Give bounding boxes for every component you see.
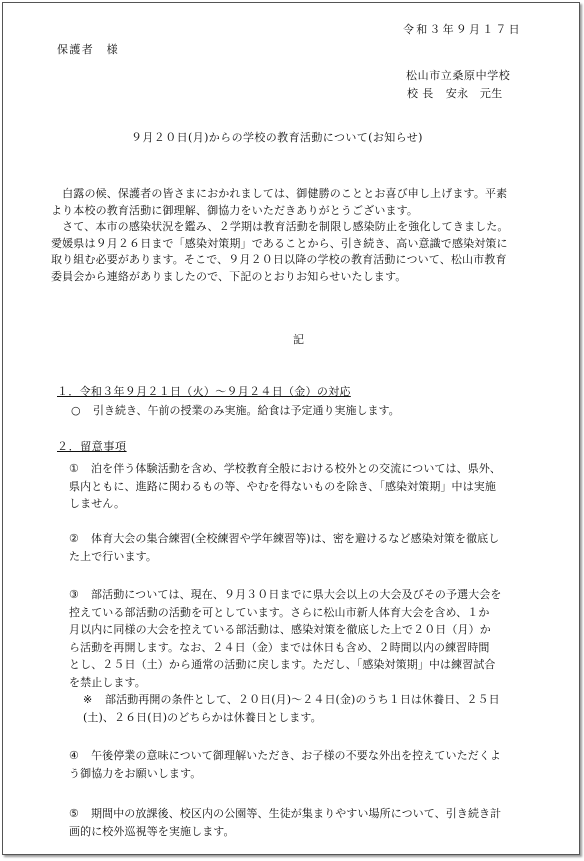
item-line: ら活動を再開します。なお、２４日（金）までは休日も含め、２時間以内の練習時間 — [69, 640, 490, 654]
section2-item-4 — [69, 747, 559, 782]
section1-item-text: 引き続き、午前の授業のみ実施。給食は予定通り実施します。 — [93, 404, 400, 417]
note-line: 部活動再開の条件として、２０日(月)～２４日(金)のうち１日は休養日、２５日 — [105, 693, 500, 706]
item-number: ④ — [69, 749, 79, 762]
item-line: を禁止します。 — [69, 675, 146, 689]
item-number: ① — [69, 462, 79, 475]
notice-document — [2, 2, 580, 855]
intro-line: より本校の教育活動に御理解、御協力をいただきありがとうございます。 — [51, 203, 419, 217]
item-line: 期間中の放課後、校区内の公園等、生徒が集まりやすい場所について、引き続き計 — [91, 807, 502, 820]
item-number: ③ — [69, 588, 79, 601]
principal-title: 校 長 — [407, 87, 434, 100]
intro-line: 白露の候、保護者の皆さまにおかれましては、御健勝のこととお喜び申し上げます。平素 — [51, 187, 508, 200]
section2-item-5 — [69, 805, 559, 840]
item-number: ⑤ — [69, 807, 79, 820]
intro-line: 取り組む必要があります。そこで、９月２０日以降の学校の教育活動について、松山市教育 — [51, 253, 507, 266]
intro-line: 委員会から連絡がありましたので、下記のとおりお知らせいたします。 — [51, 269, 407, 283]
item-number: ② — [69, 532, 79, 545]
item-line: しません。 — [69, 497, 126, 510]
item-line: 県内ともに、進路に関わるもの等、やむを得ないものを除き、「感染対策期」中は実施 — [69, 479, 496, 493]
section2-item-1 — [69, 460, 559, 513]
ki-heading: 記 — [293, 333, 304, 346]
section2-item-3 — [69, 586, 559, 726]
item-line: う御協力をお願いします。 — [69, 766, 202, 780]
item-line: 控えている部活動の活動を可としています。さらに松山市新人体育大会を含め、１か — [69, 605, 490, 619]
section2-item-2 — [69, 530, 559, 565]
item-line: 午後停業の意味について御理解いただき、お子様の不要な外出を控えていただくよ — [91, 749, 502, 762]
item-note — [83, 691, 559, 709]
intro-line: 愛媛県は９月２６日まで「感染対策期」であることから、引き続き、高い意識で感染対策に — [51, 236, 508, 250]
circle-bullet-icon: ○ — [71, 404, 81, 417]
principal-line — [407, 87, 503, 101]
reference-mark-icon: ※ — [83, 693, 93, 706]
note-line: (土)、２６日(日)のどちらかは休養日とします。 — [83, 710, 322, 724]
introduction-text — [51, 186, 551, 285]
item-line: 泊を伴う体験活動を含め、学校教育全般における校外との交流については、県外、 — [91, 462, 502, 475]
item-line: 画的に校外巡視等を実施します。 — [69, 824, 235, 838]
section2-heading: ２．留意事項 — [57, 440, 127, 453]
document-title: ９月２０日(月)からの学校の教育活動について(お知らせ) — [131, 131, 423, 144]
recipient-line: 保護者 様 — [57, 43, 119, 56]
issue-date: 令和３年９月１７日 — [403, 23, 522, 36]
principal-name: 安永 元生 — [445, 87, 503, 100]
item-line: 体育大会の集合練習(全校練習や学年練習等)は、密を避けるなど感染対策を徹底し — [91, 532, 500, 545]
school-name: 松山市立桑原中学校 — [406, 69, 511, 82]
item-line: 月以内に同様の大会を控えている部活動は、感染対策を徹底した上で２０日（月）か — [69, 623, 491, 636]
item-line: とし、２５日（土）から通常の活動に戻します。ただし、「感染対策期」中は練習試合 — [69, 658, 496, 671]
intro-line: さて、本市の感染状況を鑑み、２学期は教育活動を制限し感染防止を強化してきました。 — [51, 220, 509, 233]
section1-heading: １．令和３年９月２１日（火）～９月２４日（金）の対応 — [57, 385, 351, 398]
section1-item — [71, 404, 400, 418]
item-line: た上で行います。 — [69, 549, 157, 563]
item-line: 部活動については、現在、９月３０日までに県大会以上の大会及びその予選大会を — [91, 588, 502, 601]
